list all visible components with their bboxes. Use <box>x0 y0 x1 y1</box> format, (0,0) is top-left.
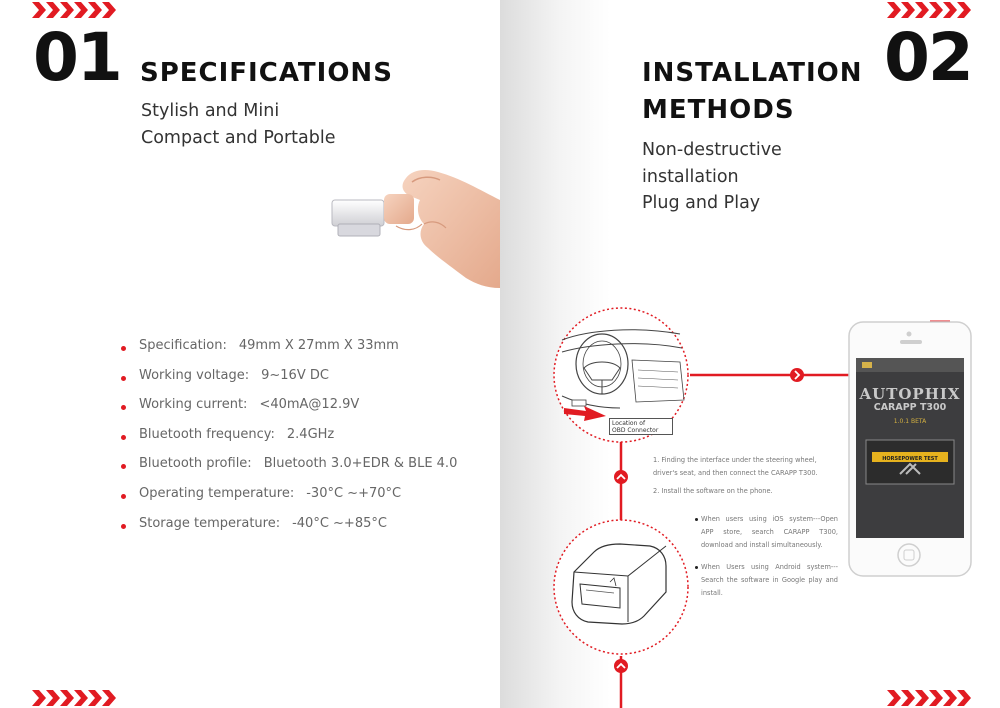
spec-value: -30°C ~+70°C <box>306 485 402 501</box>
subtitle-line: Compact and Portable <box>141 127 336 148</box>
subtitle-line: Non-destructive <box>642 140 782 160</box>
spec-value: 49mm X 27mm X 33mm <box>238 338 399 353</box>
specification-list <box>120 338 457 545</box>
obd-label-line: Location of <box>612 420 646 427</box>
spec-label: Specification: <box>139 338 227 353</box>
spec-value: 9~16V DC <box>261 367 329 383</box>
app-banner: HORSEPOWER TEST <box>882 456 938 462</box>
obd-device-icon <box>554 520 688 654</box>
section-title: SPECIFICATIONS <box>140 58 393 88</box>
spec-label: Storage temperature: <box>139 515 281 531</box>
spec-item <box>120 516 457 546</box>
spec-item <box>120 368 457 398</box>
section-title <box>642 55 863 129</box>
spec-label: Working voltage: <box>139 367 250 383</box>
chevron-decoration-icon <box>887 2 975 18</box>
section-number: 02 <box>884 19 972 96</box>
spec-item <box>120 456 457 486</box>
install-step-2: 2. Install the software on the phone. <box>653 487 773 495</box>
section-number: 01 <box>33 19 121 96</box>
spec-label: Working current: <box>139 397 248 413</box>
spec-item <box>120 427 457 457</box>
install-step-1: 1. Finding the interface under the steering wheel, driver's seat, and then connect the CARAPP T300. <box>653 456 818 477</box>
section-subtitle <box>141 98 336 151</box>
chevron-decoration-icon <box>32 2 120 18</box>
spec-item <box>120 397 457 427</box>
arrow-badge-icon <box>790 368 804 382</box>
app-name: CARAPP T300 <box>873 402 947 413</box>
subtitle-line: Plug and Play <box>642 193 761 213</box>
spec-value: <40mA@12.9V <box>259 397 360 413</box>
spec-label: Operating temperature: <box>139 485 295 501</box>
spec-label: Bluetooth profile: <box>139 456 252 472</box>
subtitle-line: Stylish and Mini <box>141 101 280 121</box>
app-version: 1.0.1 BETA <box>893 418 927 425</box>
spec-value: -40°C ~+85°C <box>292 515 387 531</box>
chevron-decoration-icon <box>32 690 120 706</box>
arrow-badge-icon <box>614 470 628 484</box>
obd-connector-label <box>609 418 673 435</box>
spec-item <box>120 338 457 368</box>
section-subtitle <box>642 137 782 217</box>
spec-value: 2.4GHz <box>286 426 335 442</box>
install-bullet-android: When Users using Android system--- Search the software in Google play and install. <box>701 561 838 600</box>
obd-label-line: OBD Connector <box>612 427 659 434</box>
installation-diagram <box>540 300 1000 708</box>
subtitle-line: installation <box>642 166 739 187</box>
spec-item <box>120 486 457 516</box>
app-brand: AUTOPHIX <box>859 385 961 403</box>
install-bullet-ios: When users using iOS system---Open APP store, search CARAPP T300, download and install simultaneously. <box>701 513 838 552</box>
arrow-badge-icon <box>614 659 628 673</box>
section-title-line: METHODS <box>642 95 795 125</box>
section-title-line: INSTALLATION <box>642 58 863 88</box>
spec-value: Bluetooth 3.0+EDR & BLE 4.0 <box>263 456 458 472</box>
phone-mockup <box>849 322 971 576</box>
spec-label: Bluetooth frequency: <box>139 426 275 442</box>
hand-holding-device-illustration <box>320 160 500 290</box>
